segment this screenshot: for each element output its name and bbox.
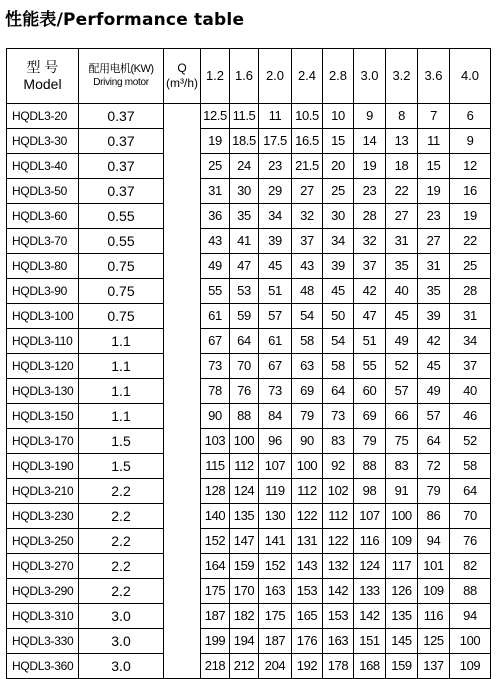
- head-value-cell: 153: [323, 604, 354, 629]
- head-value-cell: 45: [418, 354, 450, 379]
- head-value-cell: 79: [354, 429, 386, 454]
- table-row: [7, 329, 491, 354]
- head-value-cell: 31: [201, 179, 230, 204]
- head-value-cell: 119: [259, 479, 292, 504]
- performance-table: [6, 48, 491, 679]
- table-row: [7, 504, 491, 529]
- table-row: [7, 354, 491, 379]
- head-value-cell: 175: [259, 604, 292, 629]
- head-value-cell: 61: [259, 329, 292, 354]
- head-value-cell: 22: [450, 229, 491, 254]
- head-value-cell: 124: [354, 554, 386, 579]
- head-value-cell: 194: [230, 629, 259, 654]
- head-value-cell: 37: [354, 254, 386, 279]
- head-value-cell: 75: [386, 429, 418, 454]
- head-value-cell: 35: [386, 254, 418, 279]
- head-value-cell: 49: [418, 379, 450, 404]
- head-value-cell: 159: [230, 554, 259, 579]
- head-value-cell: 212: [230, 654, 259, 679]
- motor-power-cell: 0.75: [79, 304, 164, 329]
- head-value-cell: 39: [323, 254, 354, 279]
- head-value-cell: 204: [259, 654, 292, 679]
- head-value-cell: 78: [201, 379, 230, 404]
- head-value-cell: 133: [354, 579, 386, 604]
- flow-value-header: 4.0: [450, 49, 491, 104]
- head-value-cell: 178: [323, 654, 354, 679]
- motor-power-cell: 2.2: [79, 579, 164, 604]
- head-value-cell: 145: [386, 629, 418, 654]
- head-value-cell: 17.5: [259, 129, 292, 154]
- head-value-cell: 175: [201, 579, 230, 604]
- head-label-cell: [164, 104, 201, 679]
- head-value-cell: 10.5: [292, 104, 323, 129]
- head-value-cell: 14: [354, 129, 386, 154]
- head-value-cell: 170: [230, 579, 259, 604]
- header-row: [7, 49, 491, 104]
- head-value-cell: 116: [354, 529, 386, 554]
- head-value-cell: 27: [292, 179, 323, 204]
- model-header-cn: 型 号: [26, 59, 59, 75]
- head-value-cell: 147: [230, 529, 259, 554]
- head-value-cell: 135: [230, 504, 259, 529]
- motor-power-cell: 0.37: [79, 129, 164, 154]
- model-cell: HQDL3-270: [7, 554, 79, 579]
- head-value-cell: 100: [450, 629, 491, 654]
- model-cell: HQDL3-110: [7, 329, 79, 354]
- head-value-cell: 10: [323, 104, 354, 129]
- head-value-cell: 73: [323, 404, 354, 429]
- head-value-cell: 141: [259, 529, 292, 554]
- head-value-cell: 39: [259, 229, 292, 254]
- page-title: 性能表/Performance table: [5, 10, 245, 30]
- head-value-cell: 67: [201, 329, 230, 354]
- head-value-cell: 117: [386, 554, 418, 579]
- head-value-cell: 31: [386, 229, 418, 254]
- head-value-cell: 116: [418, 604, 450, 629]
- head-value-cell: 72: [418, 454, 450, 479]
- head-value-cell: 132: [323, 554, 354, 579]
- head-value-cell: 130: [259, 504, 292, 529]
- head-value-cell: 143: [292, 554, 323, 579]
- head-value-cell: 16: [450, 179, 491, 204]
- model-cell: HQDL3-230: [7, 504, 79, 529]
- head-value-cell: 28: [354, 204, 386, 229]
- head-value-cell: 34: [450, 329, 491, 354]
- table-row: [7, 104, 491, 129]
- head-value-cell: 57: [259, 304, 292, 329]
- head-value-cell: 92: [323, 454, 354, 479]
- model-cell: HQDL3-30: [7, 129, 79, 154]
- head-value-cell: 122: [323, 529, 354, 554]
- model-cell: HQDL3-100: [7, 304, 79, 329]
- head-value-cell: 53: [230, 279, 259, 304]
- motor-power-cell: 2.2: [79, 479, 164, 504]
- head-value-cell: 31: [418, 254, 450, 279]
- head-value-cell: 142: [323, 579, 354, 604]
- head-value-cell: 67: [259, 354, 292, 379]
- model-cell: HQDL3-130: [7, 379, 79, 404]
- head-value-cell: 30: [230, 179, 259, 204]
- head-value-cell: 11: [418, 129, 450, 154]
- head-value-cell: 61: [201, 304, 230, 329]
- head-value-cell: 6: [450, 104, 491, 129]
- head-value-cell: 37: [292, 229, 323, 254]
- flow-value-header: 3.6: [418, 49, 450, 104]
- head-value-cell: 88: [450, 579, 491, 604]
- table-row: [7, 229, 491, 254]
- table-row: [7, 579, 491, 604]
- motor-power-cell: 0.75: [79, 279, 164, 304]
- head-value-cell: 124: [230, 479, 259, 504]
- head-value-cell: 140: [201, 504, 230, 529]
- head-value-cell: 25: [201, 154, 230, 179]
- head-value-cell: 96: [259, 429, 292, 454]
- head-value-cell: 192: [292, 654, 323, 679]
- head-value-cell: 83: [386, 454, 418, 479]
- head-value-cell: 64: [418, 429, 450, 454]
- head-value-cell: 23: [259, 154, 292, 179]
- head-value-cell: 218: [201, 654, 230, 679]
- head-value-cell: 100: [230, 429, 259, 454]
- head-value-cell: 182: [230, 604, 259, 629]
- motor-header-en: Driving motor: [93, 77, 149, 88]
- table-row: [7, 429, 491, 454]
- head-value-cell: 57: [418, 404, 450, 429]
- head-value-cell: 115: [201, 454, 230, 479]
- head-value-cell: 45: [323, 279, 354, 304]
- head-value-cell: 94: [450, 604, 491, 629]
- model-cell: HQDL3-70: [7, 229, 79, 254]
- flow-value-header: 3.2: [386, 49, 418, 104]
- model-header-en: Model: [23, 76, 62, 92]
- head-value-cell: 176: [292, 629, 323, 654]
- table-row: [7, 254, 491, 279]
- table-row: [7, 304, 491, 329]
- head-value-cell: 58: [323, 354, 354, 379]
- motor-power-cell: 3.0: [79, 654, 164, 679]
- table-row: [7, 129, 491, 154]
- head-value-cell: 82: [450, 554, 491, 579]
- table-row: [7, 404, 491, 429]
- head-value-cell: 125: [418, 629, 450, 654]
- head-value-cell: 12: [450, 154, 491, 179]
- head-value-cell: 164: [201, 554, 230, 579]
- head-value-cell: 88: [354, 454, 386, 479]
- motor-power-cell: 0.37: [79, 154, 164, 179]
- motor-power-cell: 2.2: [79, 504, 164, 529]
- head-value-cell: 45: [259, 254, 292, 279]
- motor-power-cell: 0.37: [79, 179, 164, 204]
- motor-header-cell: [79, 49, 164, 104]
- head-value-cell: 107: [354, 504, 386, 529]
- motor-power-cell: 1.1: [79, 379, 164, 404]
- head-value-cell: 137: [418, 654, 450, 679]
- head-value-cell: 109: [450, 654, 491, 679]
- model-cell: HQDL3-190: [7, 454, 79, 479]
- model-cell: HQDL3-80: [7, 254, 79, 279]
- head-value-cell: 39: [418, 304, 450, 329]
- model-cell: HQDL3-50: [7, 179, 79, 204]
- head-value-cell: 19: [418, 179, 450, 204]
- motor-power-cell: 0.55: [79, 204, 164, 229]
- head-value-cell: 54: [292, 304, 323, 329]
- head-value-cell: 34: [323, 229, 354, 254]
- motor-power-cell: 0.55: [79, 229, 164, 254]
- head-value-cell: 52: [450, 429, 491, 454]
- flow-value-header: 1.6: [230, 49, 259, 104]
- head-value-cell: 46: [450, 404, 491, 429]
- head-value-cell: 107: [259, 454, 292, 479]
- head-value-cell: 27: [418, 229, 450, 254]
- head-value-cell: 109: [418, 579, 450, 604]
- head-value-cell: 15: [323, 129, 354, 154]
- head-value-cell: 90: [201, 404, 230, 429]
- head-value-cell: 153: [292, 579, 323, 604]
- flow-header-unit: (m³/h): [166, 76, 198, 90]
- head-value-cell: 11: [259, 104, 292, 129]
- head-value-cell: 79: [292, 404, 323, 429]
- head-value-cell: 35: [230, 204, 259, 229]
- motor-power-cell: 1.5: [79, 454, 164, 479]
- head-value-cell: 30: [323, 204, 354, 229]
- head-value-cell: 64: [230, 329, 259, 354]
- head-value-cell: 152: [259, 554, 292, 579]
- head-value-cell: 64: [450, 479, 491, 504]
- head-value-cell: 98: [354, 479, 386, 504]
- flow-value-header: 1.2: [201, 49, 230, 104]
- head-value-cell: 122: [292, 504, 323, 529]
- head-value-cell: 43: [292, 254, 323, 279]
- head-value-cell: 128: [201, 479, 230, 504]
- head-value-cell: 49: [386, 329, 418, 354]
- head-value-cell: 76: [450, 529, 491, 554]
- model-cell: HQDL3-60: [7, 204, 79, 229]
- table-row: [7, 554, 491, 579]
- head-value-cell: 94: [418, 529, 450, 554]
- head-value-cell: 70: [230, 354, 259, 379]
- model-cell: HQDL3-20: [7, 104, 79, 129]
- head-value-cell: 163: [259, 579, 292, 604]
- head-value-cell: 91: [386, 479, 418, 504]
- head-value-cell: 66: [386, 404, 418, 429]
- head-value-cell: 152: [201, 529, 230, 554]
- head-value-cell: 126: [386, 579, 418, 604]
- head-value-cell: 55: [201, 279, 230, 304]
- model-cell: HQDL3-210: [7, 479, 79, 504]
- head-value-cell: 100: [292, 454, 323, 479]
- head-value-cell: 102: [323, 479, 354, 504]
- head-value-cell: 73: [201, 354, 230, 379]
- table-row: [7, 479, 491, 504]
- head-value-cell: 9: [354, 104, 386, 129]
- flow-header-label: Q: [177, 61, 187, 75]
- head-value-cell: 60: [354, 379, 386, 404]
- head-value-cell: 36: [201, 204, 230, 229]
- head-value-cell: 9: [450, 129, 491, 154]
- head-value-cell: 109: [386, 529, 418, 554]
- table-row: [7, 204, 491, 229]
- model-header-cell: [7, 49, 79, 104]
- motor-header-cn: 配用电机(KW): [88, 63, 154, 75]
- head-value-cell: 18: [386, 154, 418, 179]
- flow-value-header: 2.0: [259, 49, 292, 104]
- head-value-cell: 50: [323, 304, 354, 329]
- head-value-cell: 47: [230, 254, 259, 279]
- head-value-cell: 101: [418, 554, 450, 579]
- head-value-cell: 49: [201, 254, 230, 279]
- head-value-cell: 52: [386, 354, 418, 379]
- motor-power-cell: 0.75: [79, 254, 164, 279]
- table-row: [7, 379, 491, 404]
- head-value-cell: 100: [386, 504, 418, 529]
- flow-value-header: 2.4: [292, 49, 323, 104]
- head-value-cell: 34: [259, 204, 292, 229]
- table-row: [7, 179, 491, 204]
- flow-header-cell: [164, 49, 201, 104]
- head-value-cell: 40: [450, 379, 491, 404]
- model-cell: HQDL3-120: [7, 354, 79, 379]
- head-value-cell: 23: [354, 179, 386, 204]
- head-value-cell: 48: [292, 279, 323, 304]
- head-value-cell: 35: [418, 279, 450, 304]
- head-value-cell: 58: [292, 329, 323, 354]
- motor-power-cell: 1.1: [79, 404, 164, 429]
- head-value-cell: 159: [386, 654, 418, 679]
- head-value-cell: 69: [354, 404, 386, 429]
- head-value-cell: 165: [292, 604, 323, 629]
- motor-power-cell: 1.1: [79, 329, 164, 354]
- head-value-cell: 12.5: [201, 104, 230, 129]
- head-value-cell: 163: [323, 629, 354, 654]
- model-cell: HQDL3-250: [7, 529, 79, 554]
- head-value-cell: 43: [201, 229, 230, 254]
- head-value-cell: 20: [323, 154, 354, 179]
- head-value-cell: 112: [230, 454, 259, 479]
- head-value-cell: 187: [259, 629, 292, 654]
- table-row: [7, 654, 491, 679]
- head-value-cell: 84: [259, 404, 292, 429]
- head-value-cell: 187: [201, 604, 230, 629]
- head-value-cell: 21.5: [292, 154, 323, 179]
- motor-power-cell: 0.37: [79, 104, 164, 129]
- motor-power-cell: 3.0: [79, 604, 164, 629]
- head-value-cell: 25: [450, 254, 491, 279]
- head-value-cell: 131: [292, 529, 323, 554]
- model-cell: HQDL3-290: [7, 579, 79, 604]
- head-value-cell: 11.5: [230, 104, 259, 129]
- flow-value-header: 3.0: [354, 49, 386, 104]
- model-cell: HQDL3-310: [7, 604, 79, 629]
- head-value-cell: 13: [386, 129, 418, 154]
- flow-value-header: 2.8: [323, 49, 354, 104]
- head-value-cell: 19: [450, 204, 491, 229]
- head-value-cell: 47: [354, 304, 386, 329]
- head-value-cell: 112: [323, 504, 354, 529]
- head-value-cell: 90: [292, 429, 323, 454]
- head-value-cell: 19: [354, 154, 386, 179]
- head-value-cell: 168: [354, 654, 386, 679]
- head-value-cell: 41: [230, 229, 259, 254]
- table-row: [7, 604, 491, 629]
- head-value-cell: 15: [418, 154, 450, 179]
- head-value-cell: 59: [230, 304, 259, 329]
- model-cell: HQDL3-330: [7, 629, 79, 654]
- head-value-cell: 25: [323, 179, 354, 204]
- head-value-cell: 103: [201, 429, 230, 454]
- head-value-cell: 57: [386, 379, 418, 404]
- head-value-cell: 64: [323, 379, 354, 404]
- head-value-cell: 42: [418, 329, 450, 354]
- head-value-cell: 70: [450, 504, 491, 529]
- head-value-cell: 83: [323, 429, 354, 454]
- head-value-cell: 23: [418, 204, 450, 229]
- motor-power-cell: 1.1: [79, 354, 164, 379]
- head-value-cell: 19: [201, 129, 230, 154]
- head-value-cell: 29: [259, 179, 292, 204]
- head-value-cell: 51: [259, 279, 292, 304]
- head-value-cell: 42: [354, 279, 386, 304]
- head-value-cell: 142: [354, 604, 386, 629]
- head-value-cell: 27: [386, 204, 418, 229]
- model-cell: HQDL3-170: [7, 429, 79, 454]
- table-row: [7, 154, 491, 179]
- table-row: [7, 279, 491, 304]
- model-cell: HQDL3-150: [7, 404, 79, 429]
- table-row: [7, 529, 491, 554]
- table-row: [7, 454, 491, 479]
- head-value-cell: 135: [386, 604, 418, 629]
- head-value-cell: 69: [292, 379, 323, 404]
- head-value-cell: 32: [354, 229, 386, 254]
- head-value-cell: 88: [230, 404, 259, 429]
- head-value-cell: 28: [450, 279, 491, 304]
- head-value-cell: 31: [450, 304, 491, 329]
- head-value-cell: 58: [450, 454, 491, 479]
- motor-power-cell: 2.2: [79, 554, 164, 579]
- head-value-cell: 55: [354, 354, 386, 379]
- model-cell: HQDL3-40: [7, 154, 79, 179]
- motor-power-cell: 1.5: [79, 429, 164, 454]
- head-value-cell: 37: [450, 354, 491, 379]
- head-value-cell: 45: [386, 304, 418, 329]
- head-value-cell: 18.5: [230, 129, 259, 154]
- head-value-cell: 7: [418, 104, 450, 129]
- head-value-cell: 63: [292, 354, 323, 379]
- model-cell: HQDL3-90: [7, 279, 79, 304]
- head-value-cell: 51: [354, 329, 386, 354]
- table-row: [7, 629, 491, 654]
- head-value-cell: 32: [292, 204, 323, 229]
- head-value-cell: 151: [354, 629, 386, 654]
- model-cell: HQDL3-360: [7, 654, 79, 679]
- head-value-cell: 199: [201, 629, 230, 654]
- head-value-cell: 8: [386, 104, 418, 129]
- motor-power-cell: 2.2: [79, 529, 164, 554]
- head-value-cell: 16.5: [292, 129, 323, 154]
- head-value-cell: 40: [386, 279, 418, 304]
- head-value-cell: 24: [230, 154, 259, 179]
- head-value-cell: 86: [418, 504, 450, 529]
- head-value-cell: 112: [292, 479, 323, 504]
- head-value-cell: 73: [259, 379, 292, 404]
- motor-power-cell: 3.0: [79, 629, 164, 654]
- head-value-cell: 54: [323, 329, 354, 354]
- head-value-cell: 79: [418, 479, 450, 504]
- head-value-cell: 76: [230, 379, 259, 404]
- head-value-cell: 22: [386, 179, 418, 204]
